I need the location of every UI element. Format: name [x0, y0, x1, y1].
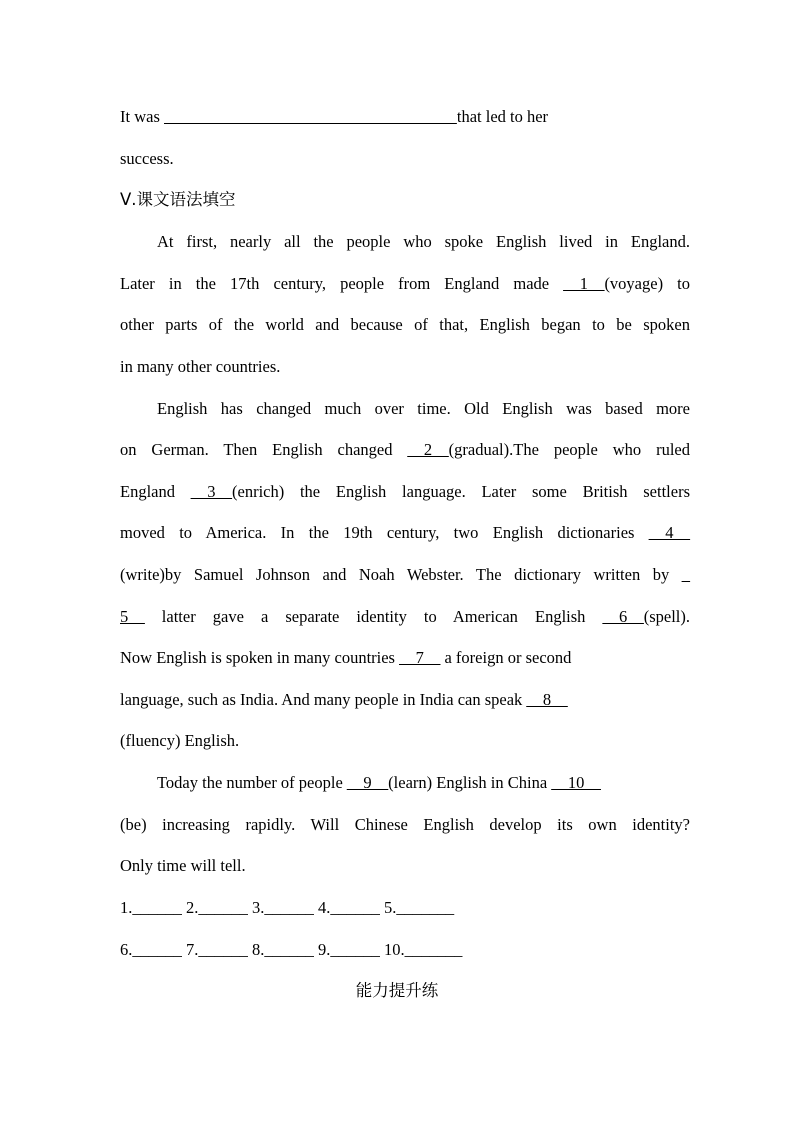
blank-3: __3__ — [190, 482, 232, 501]
text-run: latter gave a separate identity to American English — [144, 607, 603, 626]
paragraph-line: At first, nearly all the people who spoke English lived in England. — [157, 232, 690, 251]
text-run: Today the number of people — [157, 773, 347, 792]
sentence-start: It was — [120, 107, 164, 126]
paragraph-line — [120, 482, 690, 502]
blank-5-start: _ — [681, 565, 690, 584]
text-run: on German. Then English changed — [120, 440, 408, 459]
text-run: (learn) English in China — [388, 773, 552, 792]
sentence-line — [120, 107, 690, 127]
paragraph-line: English has changed much over time. Old English was based more — [157, 399, 690, 418]
text-run: (write)by Samuel Johnson and Noah Webster. The dictionary written by — [120, 565, 682, 584]
paragraph-line: (be) increasing rapidly. Will Chinese English develop its own identity? — [120, 815, 690, 834]
blank-2: __2__ — [407, 440, 449, 459]
blank-5: 5__ — [120, 607, 145, 626]
text-run: (gradual).The people who ruled — [448, 440, 691, 459]
blank-1: __1__ — [563, 274, 605, 293]
text-run: (voyage) to — [604, 274, 690, 293]
section-title: 能力提升练 — [355, 981, 439, 1000]
text-run: (enrich) the English language. Later some British settlers — [232, 482, 691, 501]
answer-row-1: 1.______ 2.______ 3.______ 4.______ 5._______ — [120, 898, 455, 917]
blank-4: __4__ — [648, 523, 690, 542]
paragraph-line: Only time will tell. — [120, 856, 246, 875]
text-run: England — [120, 482, 191, 501]
paragraph-line — [120, 690, 690, 710]
text-run: a foreign or second — [440, 648, 572, 667]
sentence-continuation: success. — [120, 149, 174, 168]
answer-blank — [164, 107, 457, 126]
section-heading: Ⅴ.课文语法填空 — [120, 190, 236, 209]
text-run: language, such as India. And many people in India can speak — [120, 690, 527, 709]
paragraph-line: other parts of the world and because of that, English began to be spoken — [120, 315, 690, 334]
blank-8: __8__ — [526, 690, 568, 709]
paragraph-line — [120, 274, 690, 294]
text-run: moved to America. In the 19th century, two English dictionaries — [120, 523, 649, 542]
text-run: (spell). — [643, 607, 690, 626]
paragraph-line — [120, 565, 690, 585]
paragraph-line — [120, 523, 690, 543]
blank-6: __6__ — [602, 607, 644, 626]
paragraph-line — [157, 773, 690, 793]
paragraph-line — [120, 648, 690, 668]
sentence-end: that led to her — [456, 107, 549, 126]
paragraph-line: in many other countries. — [120, 357, 281, 376]
blank-10: __10__ — [551, 773, 601, 792]
blank-9: __9__ — [346, 773, 389, 792]
text-run: Later in the 17th century, people from England made — [120, 274, 564, 293]
answer-row-2: 6.______ 7.______ 8.______ 9.______ 10._______ — [120, 940, 463, 959]
paragraph-line — [120, 440, 690, 460]
paragraph-line — [120, 607, 690, 627]
paragraph-line: (fluency) English. — [120, 731, 240, 750]
text-run: Now English is spoken in many countries — [120, 648, 400, 667]
blank-7: __7__ — [399, 648, 441, 667]
